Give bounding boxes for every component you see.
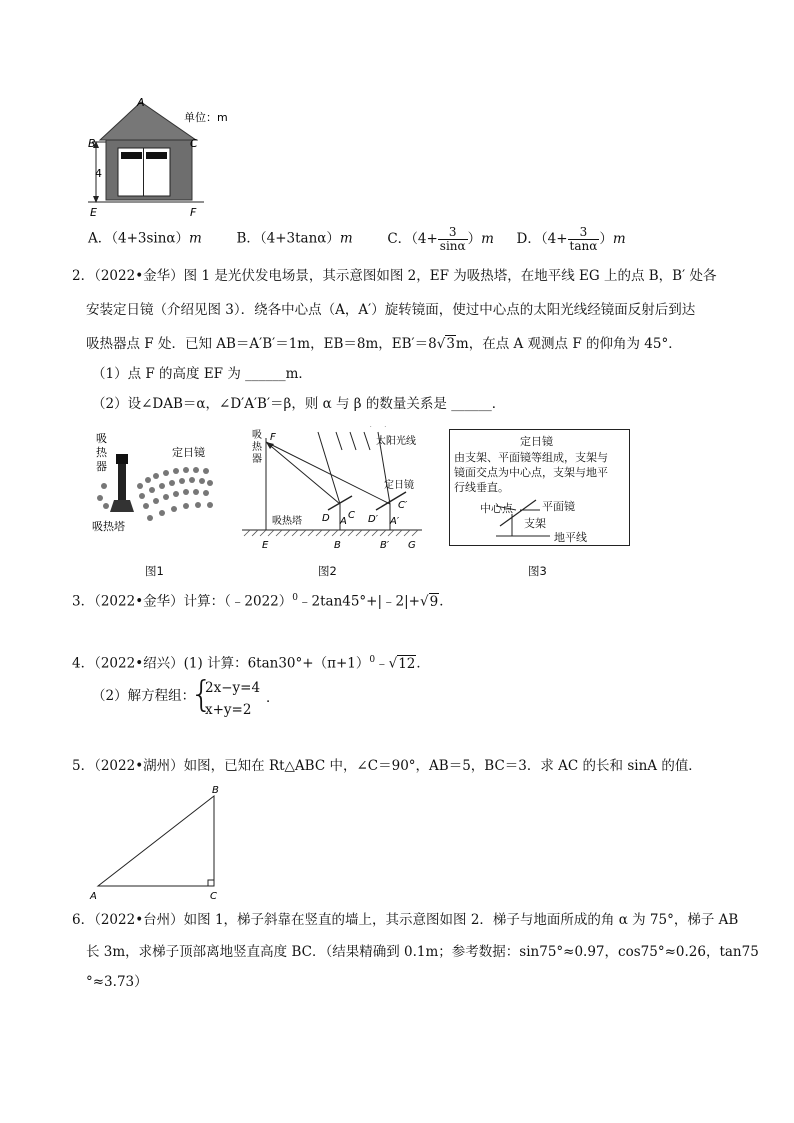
fig2-F: F <box>270 432 276 443</box>
fig3-support: 支架 <box>524 517 546 530</box>
fig3-mirror: 平面镜 <box>542 500 575 513</box>
label-F: F <box>190 206 197 219</box>
q3: 3．（2022•金华）计算：（﹣2022）$^0$﹣2tan45°+|﹣2|+√9． <box>72 593 453 610</box>
fig2-sunlight: 太阳光线 <box>376 436 416 447</box>
q5-label-C: C <box>210 891 217 902</box>
label-A: A <box>137 96 145 109</box>
q1-options <box>88 226 626 252</box>
svg-text:D: D <box>322 513 330 524</box>
option-d[interactable]: D．（4+ $\frac{3}{\tan\alpha}$ ）m <box>516 225 626 253</box>
q4-brace: { <box>190 674 213 715</box>
figure-1 <box>90 426 220 536</box>
q6-line3: °≈3.73） <box>86 974 148 990</box>
svg-text:器: 器 <box>252 454 262 465</box>
q4-eq1: 2x−y=4 <box>205 680 261 696</box>
q5-label-B: B <box>212 785 219 796</box>
fig3-horizon: 地平线 <box>554 531 587 544</box>
svg-text:器: 器 <box>96 460 107 473</box>
svg-text:B: B <box>334 540 341 551</box>
svg-text:G: G <box>408 540 416 551</box>
house-figure <box>84 92 254 222</box>
svg-text:E: E <box>262 540 269 551</box>
label-B: B <box>88 137 96 150</box>
option-a[interactable]: A．（4+3sinα）m <box>88 230 202 247</box>
fig1-tower-label: 吸热塔 <box>92 520 125 533</box>
q2-line3: 吸热器点 F 处．已知 AB＝A′B′＝1m，EB＝8m，EB′＝8√3m，在点 A 观测点 F 的仰角为 45°． <box>86 336 682 352</box>
svg-text:A: A <box>340 516 347 527</box>
q2-sub2: （2）设∠DAB＝α，∠D′A′B′＝β，则 α 与 β 的数量关系是 ______． <box>92 396 506 412</box>
option-b[interactable]: B．（4+3tanα）m <box>236 230 353 247</box>
svg-text:热: 热 <box>252 442 262 453</box>
svg-text:C′: C′ <box>398 500 408 511</box>
q4-line1: 4．（2022•绍兴）(1) 计算：$6\tan 30^\circ+(\pi+1)^0﹣√12$． <box>72 655 430 672</box>
q4-sub2: （2）解方程组： <box>92 688 196 704</box>
fig2-caption: 图2 <box>318 564 337 578</box>
label-C: C <box>190 137 198 150</box>
q2-line1: 2．（2022•金华）图 1 是光伏发电场景，其示意图如图 2，EF 为吸热塔，在地平线 EG 上的点 B，B′ 处各 <box>72 268 717 284</box>
q5-label-A: A <box>90 891 97 902</box>
house-roof <box>100 102 196 140</box>
q6-line1: 6．（2022•台州）如图 1，梯子斜靠在竖直的墙上，其示意图如图 2．梯子与地面所成的角 α 为 75°，梯子 AB <box>72 912 739 928</box>
option-c[interactable]: C．（4+ $\frac{3}{\sin\alpha}$ ）m <box>387 225 494 253</box>
svg-text:C: C <box>348 510 355 521</box>
label-4: 4 <box>95 167 102 180</box>
q2-sub1: （1）点 F 的高度 EF 为 ______m． <box>92 366 312 382</box>
svg-text:B′: B′ <box>380 540 390 551</box>
figure-3: 定日镜 由支架、平面镜等组成，支架与 镜面交点为中心点，支架与地平 行线垂直。 中心点 平面镜 支架 地平线 <box>449 429 630 546</box>
fig3-title: 定日镜 <box>520 435 553 448</box>
svg-text:D′: D′ <box>368 514 378 525</box>
fig2-heliostat: 定日镜 <box>384 480 414 491</box>
q2-line2: 安装定日镜（介绍见图 3）．绕各中心点（A，A′）旋转镜面，使过中心点的太阳光线经镜面反射后到达 <box>86 302 696 318</box>
svg-text:吸: 吸 <box>96 432 107 445</box>
label-E: E <box>90 206 97 219</box>
fig1-caption: 图1 <box>145 564 164 578</box>
fig2-tower-label: 吸热塔 <box>272 516 302 527</box>
q6-line2: 长 3m，求梯子顶部离地竖直高度 BC．（结果精确到 0.1m；参考数据：sin75°≈0.97，cos75°≈0.26，tan75 <box>86 944 759 960</box>
svg-text:热: 热 <box>96 446 107 459</box>
q4-eq-end: ． <box>266 690 280 706</box>
figure-2 <box>242 426 432 554</box>
q5-triangle <box>86 782 226 904</box>
svg-text:吸: 吸 <box>252 430 262 441</box>
fig3-caption: 图3 <box>528 564 547 578</box>
fig3-center: 中心点 <box>480 502 513 515</box>
fig1-heliostat-label: 定日镜 <box>172 446 205 459</box>
q5-text: 5．（2022•湖州）如图，已知在 Rt△ABC 中，∠C＝90°，AB＝5，BC＝3．求 AC 的长和 sinA 的值． <box>72 758 702 774</box>
unit-label: 单位：m <box>184 111 228 124</box>
svg-text:A′: A′ <box>390 516 400 527</box>
q4-eq2: x+y=2 <box>205 702 252 718</box>
